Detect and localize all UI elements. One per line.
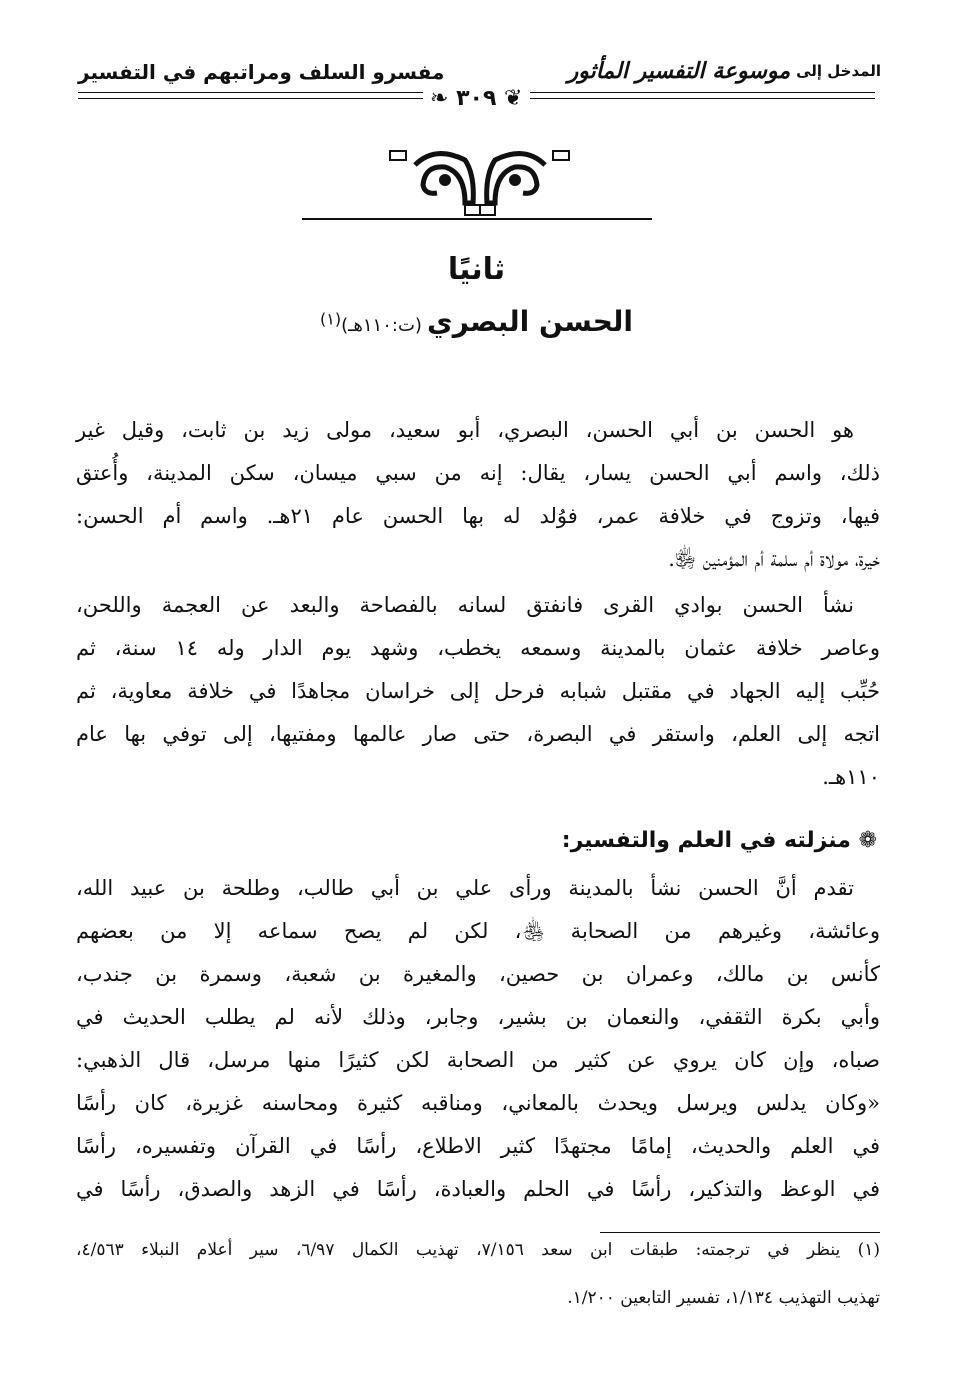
running-header-chapter: مفسرو السلف ومراتبهم في التفسير [78,60,445,84]
text-line: خيرة، مولاة أم سلمة أم المؤمنين ﵂. [668,547,880,571]
text-line: هو الحسن بن أبي الحسن، البصري، أبو سعيد، مولى زيد بن ثابت، وقيل غير [76,418,854,442]
header-rule [78,98,423,99]
title-rule [302,218,652,220]
section-title: ثانيًا [447,252,506,287]
text-line: نشأ الحسن بوادي القرى فانفتق لسانه بالفصاحة والبعد عن العجمة واللحن، [76,593,854,617]
book-title-logo: موسوعة التفسير المأثور [567,58,791,84]
subject-name: الحسن البصري [427,305,633,338]
running-header-book [568,58,881,84]
text-line: ذلك، واسم أبي الحسن يسار، يقال: إنه من سبي ميسان، سكن المدينة، وأُعتق [76,461,880,485]
page-number-text: ٣٠٩ [456,86,497,111]
book-prefix: المدخل إلى [796,62,881,80]
text-line: في الوعظ والتذكير، رأسًا في الحلم والعبادة، رأسًا في الزهد والصدق، رأسًا في [76,1177,880,1201]
text-line: في العلم والحديث، إمامًا مجتهدًا كثير الاطلاع، رأسًا في القرآن وتفسيره، رأسًا [76,1134,880,1158]
section-subtitle [0,305,953,338]
text-line: وعائشة، وغيرهم من الصحابة ﵃، لكن لم يصح سماعه إلا من بعضهم [76,919,880,943]
ornament-icon [385,145,575,220]
text-line: صباه، وإن كان يروي عن كثير من الصحابة لكن كثيرًا منها مرسل، قال الذهبي: [76,1048,880,1072]
text-line: «وكان يدلس ويرسل ويحدث بالمعاني، ومناقبه كثيرة ومحاسنه غزيرة، كان رأسًا [76,1091,880,1115]
text-line: اتجه إلى العلم، واستقر في البصرة، حتى صار عالمها ومفتيها، إلى توفي بها عام [76,722,880,746]
subheading [562,828,877,853]
flower-icon: ❁ [850,828,877,853]
page-number: ❦ ٣٠٩ ❧ [430,86,523,111]
text-line: وعاصر خلافة عثمان بالمدينة وسمعه يخطب، وشهد يوم الدار وله ١٤ سنة، ثم [76,636,881,660]
text-line: فيها، وتزوج في خلافة عمر، فوُلد له بها الحسن عام ٢١هـ. واسم أم الحسن: [76,504,881,528]
header-rule [530,92,875,93]
header-rule [530,98,875,99]
footnote-ref[interactable]: (١) [320,309,342,329]
text-line: حُبِّب إليه الجهاد في مقتبل شبابه فرحل إلى خراسان مجاهدًا في خلافة معاوية، ثم [76,679,880,703]
text-line: ١١٠هـ. [822,765,880,789]
text-line: وأبي بكرة الثقفي، والنعمان بن بشير، وجابر، وذلك لأنه لم يطلب الحديث في [76,1005,880,1029]
footnote-line: تهذيب التهذيب ١/١٣٤، تفسير التابعين ١/٢٠٠. [567,1288,880,1308]
header-rule [78,92,423,93]
footnote-rule [600,1232,880,1233]
footnote-line: (١) ينظر في ترجمته: طبقات ابن سعد ٧/١٥٦، تهذيب الكمال ٦/٩٧، سير أعلام النبلاء ٤/٥٦٣، [76,1240,880,1260]
text-line: تقدم أنَّ الحسن نشأ بالمدينة ورأى علي بن أبي طالب، وطلحة بن عبيد الله، [76,876,854,900]
subheading-text: منزلته في العلم والتفسير: [561,828,851,853]
death-date: (ت:١١٠هـ) [341,315,422,336]
text-line: كأنس بن مالك، وعمران بن حصين، والمغيرة بن شعبة، وسمرة بن جندب، [76,962,880,986]
